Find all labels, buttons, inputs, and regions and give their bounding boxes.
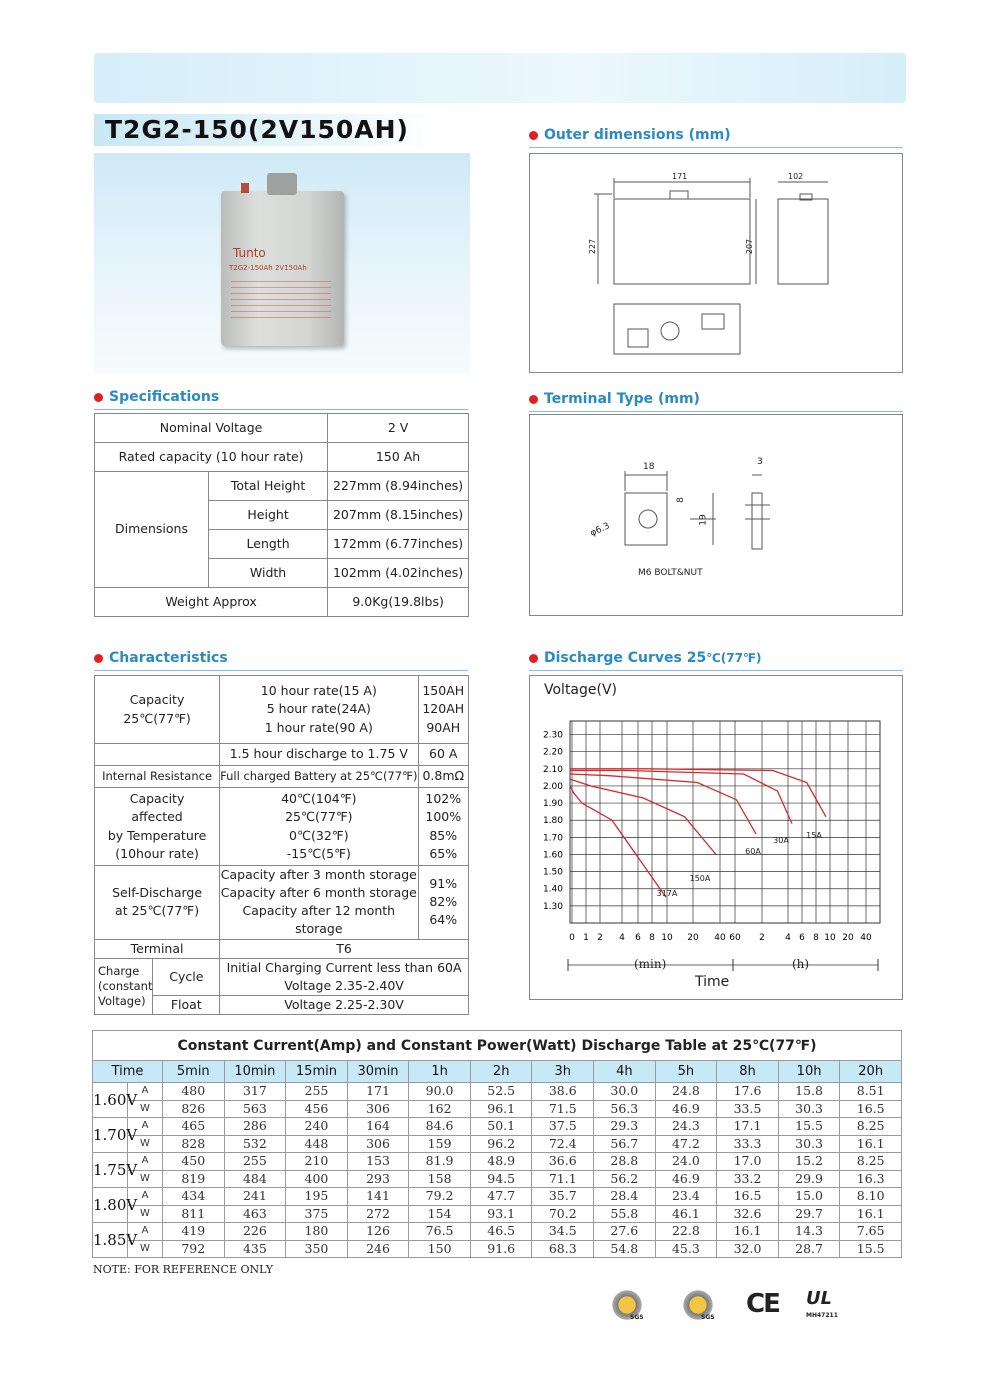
value-cell: 465 [163, 1118, 225, 1136]
value-cell: 68.3 [532, 1240, 594, 1258]
curve-label: 60A [745, 847, 761, 856]
value-cell: 56.7 [594, 1135, 656, 1153]
unit-cell: W [128, 1100, 163, 1118]
value-cell: 16.3 [840, 1170, 902, 1188]
voltage-cell: 1.70V [93, 1118, 128, 1153]
x-tick-label: 2 [759, 933, 765, 943]
table-header: 3h [532, 1061, 594, 1083]
unit-cell: A [128, 1153, 163, 1171]
value-cell: 36.6 [532, 1153, 594, 1171]
ul-logo: ᑌᒪ [806, 1288, 832, 1309]
value-cell: 46.5 [470, 1223, 532, 1241]
value-cell: 419 [163, 1223, 225, 1241]
value-cell: 24.0 [655, 1153, 717, 1171]
value-cell: 38.6 [532, 1083, 594, 1101]
x-tick-label: 40 [860, 933, 872, 943]
table-header: 5h [655, 1061, 717, 1083]
value-cell: 14.3 [778, 1223, 840, 1241]
value-cell: 811 [163, 1205, 225, 1223]
value-cell: 94.5 [470, 1170, 532, 1188]
value-cell: 255 [224, 1153, 286, 1171]
unit-cell: A [128, 1118, 163, 1136]
x-tick-label: 1 [583, 933, 589, 943]
table-header: 8h [717, 1061, 779, 1083]
section-discharge-curves: Discharge Curves 25℃(77℉) [529, 650, 761, 666]
value-cell: 46.9 [655, 1170, 717, 1188]
value-cell: 792 [163, 1240, 225, 1258]
chart-title: Voltage(V) [544, 682, 618, 698]
section-outer-dimensions: Outer dimensions (mm) [529, 127, 731, 143]
value-cell: 30.3 [778, 1135, 840, 1153]
unit-cell: W [128, 1240, 163, 1258]
value-cell: 8.51 [840, 1083, 902, 1101]
value-cell: 463 [224, 1205, 286, 1223]
value-cell: 246 [347, 1240, 409, 1258]
sgs-logo-1-text: SGS [630, 1314, 644, 1321]
value-cell: 33.3 [717, 1135, 779, 1153]
value-cell: 45.3 [655, 1240, 717, 1258]
value-cell: 91.6 [470, 1240, 532, 1258]
value-cell: 76.5 [409, 1223, 471, 1241]
value-cell: 350 [286, 1240, 348, 1258]
curve-label: 150A [689, 874, 711, 883]
chart-frame [570, 721, 880, 923]
bullet-icon [529, 131, 538, 140]
sgs-logo-1 [610, 1288, 644, 1322]
terminal-h2: 19 [698, 514, 709, 526]
y-tick-label: 1.30 [542, 901, 563, 912]
bullet-icon [529, 395, 538, 404]
discharge-curve [570, 774, 756, 834]
value-cell: 456 [286, 1100, 348, 1118]
value-cell: 16.1 [840, 1135, 902, 1153]
reference-note: NOTE: FOR REFERENCE ONLY [93, 1263, 274, 1276]
value-cell: 17.6 [717, 1083, 779, 1101]
sgs-logo-2 [681, 1288, 715, 1322]
value-cell: 162 [409, 1100, 471, 1118]
battery-model: T2G2-150Ah 2V150Ah [229, 264, 307, 272]
ul-code: MH47211 [806, 1312, 838, 1319]
value-cell: 56.2 [594, 1170, 656, 1188]
discharge-table [92, 1060, 902, 1258]
value-cell: 171 [347, 1083, 409, 1101]
table-row [93, 1205, 902, 1223]
y-tick-label: 1.80 [542, 816, 563, 827]
value-cell: 96.2 [470, 1135, 532, 1153]
value-cell: 434 [163, 1188, 225, 1206]
table-row [93, 1153, 902, 1171]
unit-cell: A [128, 1083, 163, 1101]
x-tick-label: 6 [799, 933, 805, 943]
table-row [93, 1223, 902, 1241]
battery-brand: Tunto [233, 246, 266, 260]
value-cell: 23.4 [655, 1188, 717, 1206]
value-cell: 71.5 [532, 1100, 594, 1118]
value-cell: 47.2 [655, 1135, 717, 1153]
value-cell: 93.1 [470, 1205, 532, 1223]
value-cell: 126 [347, 1223, 409, 1241]
value-cell: 240 [286, 1118, 348, 1136]
value-cell: 150 [409, 1240, 471, 1258]
x-tick-label: 60 [729, 933, 741, 943]
voltage-cell: 1.80V [93, 1188, 128, 1223]
section-specifications: Specifications [94, 389, 219, 405]
value-cell: 84.6 [409, 1118, 471, 1136]
value-cell: 255 [286, 1083, 348, 1101]
ce-logo: CE [746, 1289, 779, 1319]
value-cell: 159 [409, 1135, 471, 1153]
value-cell: 241 [224, 1188, 286, 1206]
discharge-curve [570, 779, 716, 854]
value-cell: 29.7 [778, 1205, 840, 1223]
battery-image [221, 191, 344, 346]
curve-label: 15A [806, 831, 822, 840]
y-tick-label: 1.70 [542, 833, 563, 844]
value-cell: 81.9 [409, 1153, 471, 1171]
value-cell: 22.8 [655, 1223, 717, 1241]
table-row [93, 1240, 902, 1258]
value-cell: 375 [286, 1205, 348, 1223]
dim-length: 171 [672, 172, 688, 181]
table-header: 1h [409, 1061, 471, 1083]
value-cell: 46.9 [655, 1100, 717, 1118]
value-cell: 29.3 [594, 1118, 656, 1136]
value-cell: 34.5 [532, 1223, 594, 1241]
value-cell: 24.3 [655, 1118, 717, 1136]
value-cell: 30.0 [594, 1083, 656, 1101]
terminal-thickness: 3 [757, 457, 763, 467]
value-cell: 7.65 [840, 1223, 902, 1241]
terminal-width: 18 [643, 462, 655, 472]
value-cell: 154 [409, 1205, 471, 1223]
value-cell: 828 [163, 1135, 225, 1153]
value-cell: 72.4 [532, 1135, 594, 1153]
value-cell: 16.1 [717, 1223, 779, 1241]
discharge-curves-svg [530, 676, 902, 999]
value-cell: 532 [224, 1135, 286, 1153]
x-tick-label: 4 [619, 933, 625, 943]
dim-total-height: 227 [588, 238, 598, 255]
y-tick-label: 2.20 [542, 747, 563, 758]
table-row [93, 1170, 902, 1188]
value-cell: 28.8 [594, 1153, 656, 1171]
value-cell: 306 [347, 1100, 409, 1118]
bullet-icon [529, 654, 538, 663]
value-cell: 54.8 [594, 1240, 656, 1258]
value-cell: 15.8 [778, 1083, 840, 1101]
table-header: 20h [840, 1061, 902, 1083]
value-cell: 153 [347, 1153, 409, 1171]
value-cell: 15.5 [840, 1240, 902, 1258]
unit-cell: W [128, 1135, 163, 1153]
y-tick-label: 2.10 [542, 764, 563, 775]
value-cell: 8.25 [840, 1118, 902, 1136]
value-cell: 484 [224, 1170, 286, 1188]
outer-dimensions-drawing [529, 153, 903, 373]
sgs-logo-2-text: SGS [701, 1314, 715, 1321]
voltage-cell: 1.60V [93, 1083, 128, 1118]
chart-xlabel: Time [695, 974, 730, 990]
discharge-table-title: Constant Current(Amp) and Constant Power(Watt) Discharge Table at 25℃(77℉) [92, 1030, 902, 1060]
value-cell: 15.0 [778, 1188, 840, 1206]
header-banner [94, 53, 906, 103]
value-cell: 400 [286, 1170, 348, 1188]
value-cell: 37.5 [532, 1118, 594, 1136]
table-header: 4h [594, 1061, 656, 1083]
product-photo [94, 153, 470, 373]
value-cell: 819 [163, 1170, 225, 1188]
discharge-chart [529, 675, 903, 1000]
value-cell: 90.0 [409, 1083, 471, 1101]
value-cell: 15.2 [778, 1153, 840, 1171]
table-header: 30min [347, 1061, 409, 1083]
table-row [93, 1188, 902, 1206]
unit-cell: A [128, 1188, 163, 1206]
y-tick-label: 2.00 [542, 781, 563, 792]
x-tick-label: 6 [635, 933, 641, 943]
table-header: 2h [470, 1061, 532, 1083]
value-cell: 8.25 [840, 1153, 902, 1171]
value-cell: 35.7 [532, 1188, 594, 1206]
value-cell: 17.0 [717, 1153, 779, 1171]
value-cell: 24.8 [655, 1083, 717, 1101]
table-header: 10min [224, 1061, 286, 1083]
table-row [93, 1100, 902, 1118]
terminal-drawing [529, 414, 903, 616]
section-terminal-type: Terminal Type (mm) [529, 391, 700, 407]
value-cell: 27.6 [594, 1223, 656, 1241]
value-cell: 32.6 [717, 1205, 779, 1223]
unit-cell: W [128, 1170, 163, 1188]
value-cell: 47.7 [470, 1188, 532, 1206]
x-tick-label: 2 [597, 933, 603, 943]
value-cell: 28.4 [594, 1188, 656, 1206]
x-tick-label: 40 [714, 933, 726, 943]
y-tick-label: 1.50 [542, 867, 563, 878]
table-header: 15min [286, 1061, 348, 1083]
voltage-cell: 1.85V [93, 1223, 128, 1258]
xunit-min: (min) [634, 957, 667, 971]
value-cell: 46.1 [655, 1205, 717, 1223]
value-cell: 272 [347, 1205, 409, 1223]
y-tick-label: 1.40 [542, 884, 563, 895]
value-cell: 32.0 [717, 1240, 779, 1258]
value-cell: 286 [224, 1118, 286, 1136]
value-cell: 164 [347, 1118, 409, 1136]
value-cell: 56.3 [594, 1100, 656, 1118]
specifications-table: Nominal Voltage 2 V Rated capacity (10 hour rate) 150 Ah Dimensions Total Height 227mm (8.94inches) Height 207mm (8.15inches) Length 172mm (6.77inches) Width 102mm (4.02inches) Weight Approx 9.0Kg(19.8lbs) [94, 413, 469, 617]
section-characteristics: Characteristics [94, 650, 228, 666]
value-cell: 17.1 [717, 1118, 779, 1136]
value-cell: 306 [347, 1135, 409, 1153]
bullet-icon [94, 654, 103, 663]
voltage-cell: 1.75V [93, 1153, 128, 1188]
value-cell: 435 [224, 1240, 286, 1258]
value-cell: 52.5 [470, 1083, 532, 1101]
value-cell: 210 [286, 1153, 348, 1171]
terminal-h1: 8 [675, 497, 686, 503]
unit-cell: A [128, 1223, 163, 1241]
discharge-curve [570, 786, 666, 897]
value-cell: 480 [163, 1083, 225, 1101]
xunit-h: (h) [792, 957, 810, 971]
table-header: Time [93, 1061, 163, 1083]
x-tick-label: 20 [842, 933, 854, 943]
table-row [93, 1083, 902, 1101]
y-tick-label: 1.90 [542, 799, 563, 810]
value-cell: 826 [163, 1100, 225, 1118]
value-cell: 293 [347, 1170, 409, 1188]
value-cell: 28.7 [778, 1240, 840, 1258]
x-tick-label: 10 [824, 933, 836, 943]
value-cell: 70.2 [532, 1205, 594, 1223]
y-tick-label: 2.30 [542, 730, 563, 741]
value-cell: 16.5 [840, 1100, 902, 1118]
value-cell: 15.5 [778, 1118, 840, 1136]
value-cell: 33.2 [717, 1170, 779, 1188]
value-cell: 79.2 [409, 1188, 471, 1206]
curve-label: 30A [773, 836, 789, 845]
value-cell: 33.5 [717, 1100, 779, 1118]
value-cell: 563 [224, 1100, 286, 1118]
value-cell: 16.1 [840, 1205, 902, 1223]
value-cell: 8.10 [840, 1188, 902, 1206]
value-cell: 29.9 [778, 1170, 840, 1188]
dim-height: 207 [745, 238, 755, 255]
value-cell: 30.3 [778, 1100, 840, 1118]
terminal-hole: φ6.3 [588, 521, 612, 539]
value-cell: 317 [224, 1083, 286, 1101]
value-cell: 448 [286, 1135, 348, 1153]
x-tick-label: 8 [813, 933, 819, 943]
x-tick-label: 4 [785, 933, 791, 943]
value-cell: 226 [224, 1223, 286, 1241]
curve-label: 317A [656, 889, 678, 898]
value-cell: 50.1 [470, 1118, 532, 1136]
x-tick-label: 0 [569, 933, 575, 943]
table-header: 5min [163, 1061, 225, 1083]
bullet-icon [94, 393, 103, 402]
x-tick-label: 10 [661, 933, 673, 943]
value-cell: 195 [286, 1188, 348, 1206]
value-cell: 55.8 [594, 1205, 656, 1223]
value-cell: 96.1 [470, 1100, 532, 1118]
y-tick-label: 1.60 [542, 850, 563, 861]
value-cell: 450 [163, 1153, 225, 1171]
table-header: 10h [778, 1061, 840, 1083]
value-cell: 180 [286, 1223, 348, 1241]
value-cell: 48.9 [470, 1153, 532, 1171]
x-tick-label: 20 [687, 933, 699, 943]
dim-width: 102 [788, 172, 804, 181]
value-cell: 71.1 [532, 1170, 594, 1188]
terminal-bolt: M6 BOLT&NUT [638, 568, 703, 578]
table-row [93, 1135, 902, 1153]
product-title: T2G2-150(2V150AH) [94, 114, 434, 146]
value-cell: 158 [409, 1170, 471, 1188]
value-cell: 141 [347, 1188, 409, 1206]
unit-cell: W [128, 1205, 163, 1223]
x-tick-label: 8 [649, 933, 655, 943]
characteristics-table: Capacity 25℃(77℉) 10 hour rate(15 A) 5 hour rate(24A) 1 hour rate(90 A) 150AH 120AH 90AH 1.5 hour discharge to 1.75 V 60 A Internal Resistance Full charged Battery at 25℃(77℉) 0.8mΩ Capacity affected by Temperature (10hour rate) 40℃(104℉) 25℃(77℉) 0℃(32℉) -15℃(5℉) 102% 100% 85% 65% Self-Discharge at 25℃(77℉) Capacity after 3 month storage Capacity after 6 month storage Capacity after 12 month storage 91% 82% 64% Terminal T6 Charge (constant Voltage) Cycle Initial Charging Current less than 60A Voltage 2.35-2.40V Float Voltage 2.25-2.30V [94, 675, 469, 1015]
table-row [93, 1118, 902, 1136]
value-cell: 16.5 [717, 1188, 779, 1206]
